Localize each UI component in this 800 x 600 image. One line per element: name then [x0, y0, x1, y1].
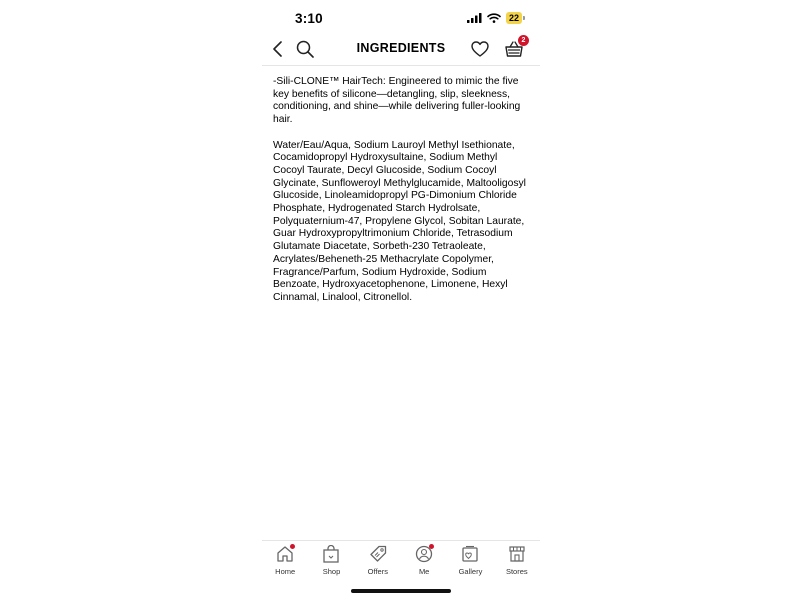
header [262, 34, 540, 64]
store-icon [506, 544, 528, 564]
notification-dot [290, 544, 295, 549]
header-divider [262, 65, 540, 66]
status-time: 3:10 [295, 11, 323, 26]
nav-item-stores[interactable] [494, 544, 540, 576]
notification-dot [429, 544, 434, 549]
user-icon [413, 544, 435, 564]
nav-label: Stores [505, 567, 528, 576]
status-icons [467, 12, 522, 24]
page-title: INGREDIENTS [356, 41, 446, 55]
nav-label: Me [418, 567, 430, 576]
signal-icon [467, 13, 482, 23]
nav-item-gallery[interactable] [447, 544, 493, 576]
nav-item-home[interactable] [262, 544, 308, 576]
cart-button[interactable] [503, 38, 525, 60]
nav-item-shop[interactable] [308, 544, 354, 576]
bottom-nav [262, 544, 540, 576]
home-indicator[interactable] [351, 589, 451, 593]
battery-icon: 22 [506, 12, 522, 24]
nav-item-me[interactable] [401, 544, 447, 576]
nav-label: Gallery [458, 567, 483, 576]
ingredients-list: Water/Eau/Aqua, Sodium Lauroyl Methyl Isethionate, Cocamidopropyl Hydroxysultaine, Sodium Methyl Cocoyl Taurate, Decyl Glucoside, Sodium Cocoyl Glycinate, Sunfloweroyl Methylglucamide, Maltooligosyl Glucoside, Linoleamidopropyl PG-Dimonium Chloride Phosphate, Hydrogenated Starch Hydrolsate, Polyquaternium-47, Propylene Glycol, Sobitan Laurate, Guar Hydroxypropyltrimonium Chloride, Tetrasodium Glutamate Diacetate, Sorbeth-230 Tetraoleate, Acrylates/Beheneth-25 Methacrylate Copolymer, Fragrance/Parfum, Sodium Hydroxide, Sodium Benzoate, Hydroxyacetophenone, Limonene, Hexyl Cinnamal, Linalool, Citronellol. [273, 139, 526, 303]
nav-label: Home [275, 567, 296, 576]
heart-icon [471, 41, 489, 57]
phone-screen [262, 0, 540, 600]
ingredients-content [273, 76, 531, 317]
home-icon [274, 544, 296, 564]
nav-label: Shop [322, 567, 341, 576]
cart-count-badge: 2 [518, 35, 529, 46]
nav-divider [262, 540, 540, 541]
gallery-icon [459, 544, 481, 564]
tag-icon [367, 544, 389, 564]
nav-item-offers[interactable] [355, 544, 401, 576]
wishlist-button[interactable] [469, 38, 491, 60]
nav-label: Offers [367, 567, 388, 576]
shopping-bag-icon [320, 544, 342, 564]
wifi-icon [487, 13, 501, 23]
ingredients-intro: -Sili-CLONE™ HairTech: Engineered to mimic the five key benefits of silicone—detangling, slip, sleekness, conditioning, and shine—while delivering fuller-looking hair. [273, 76, 521, 126]
